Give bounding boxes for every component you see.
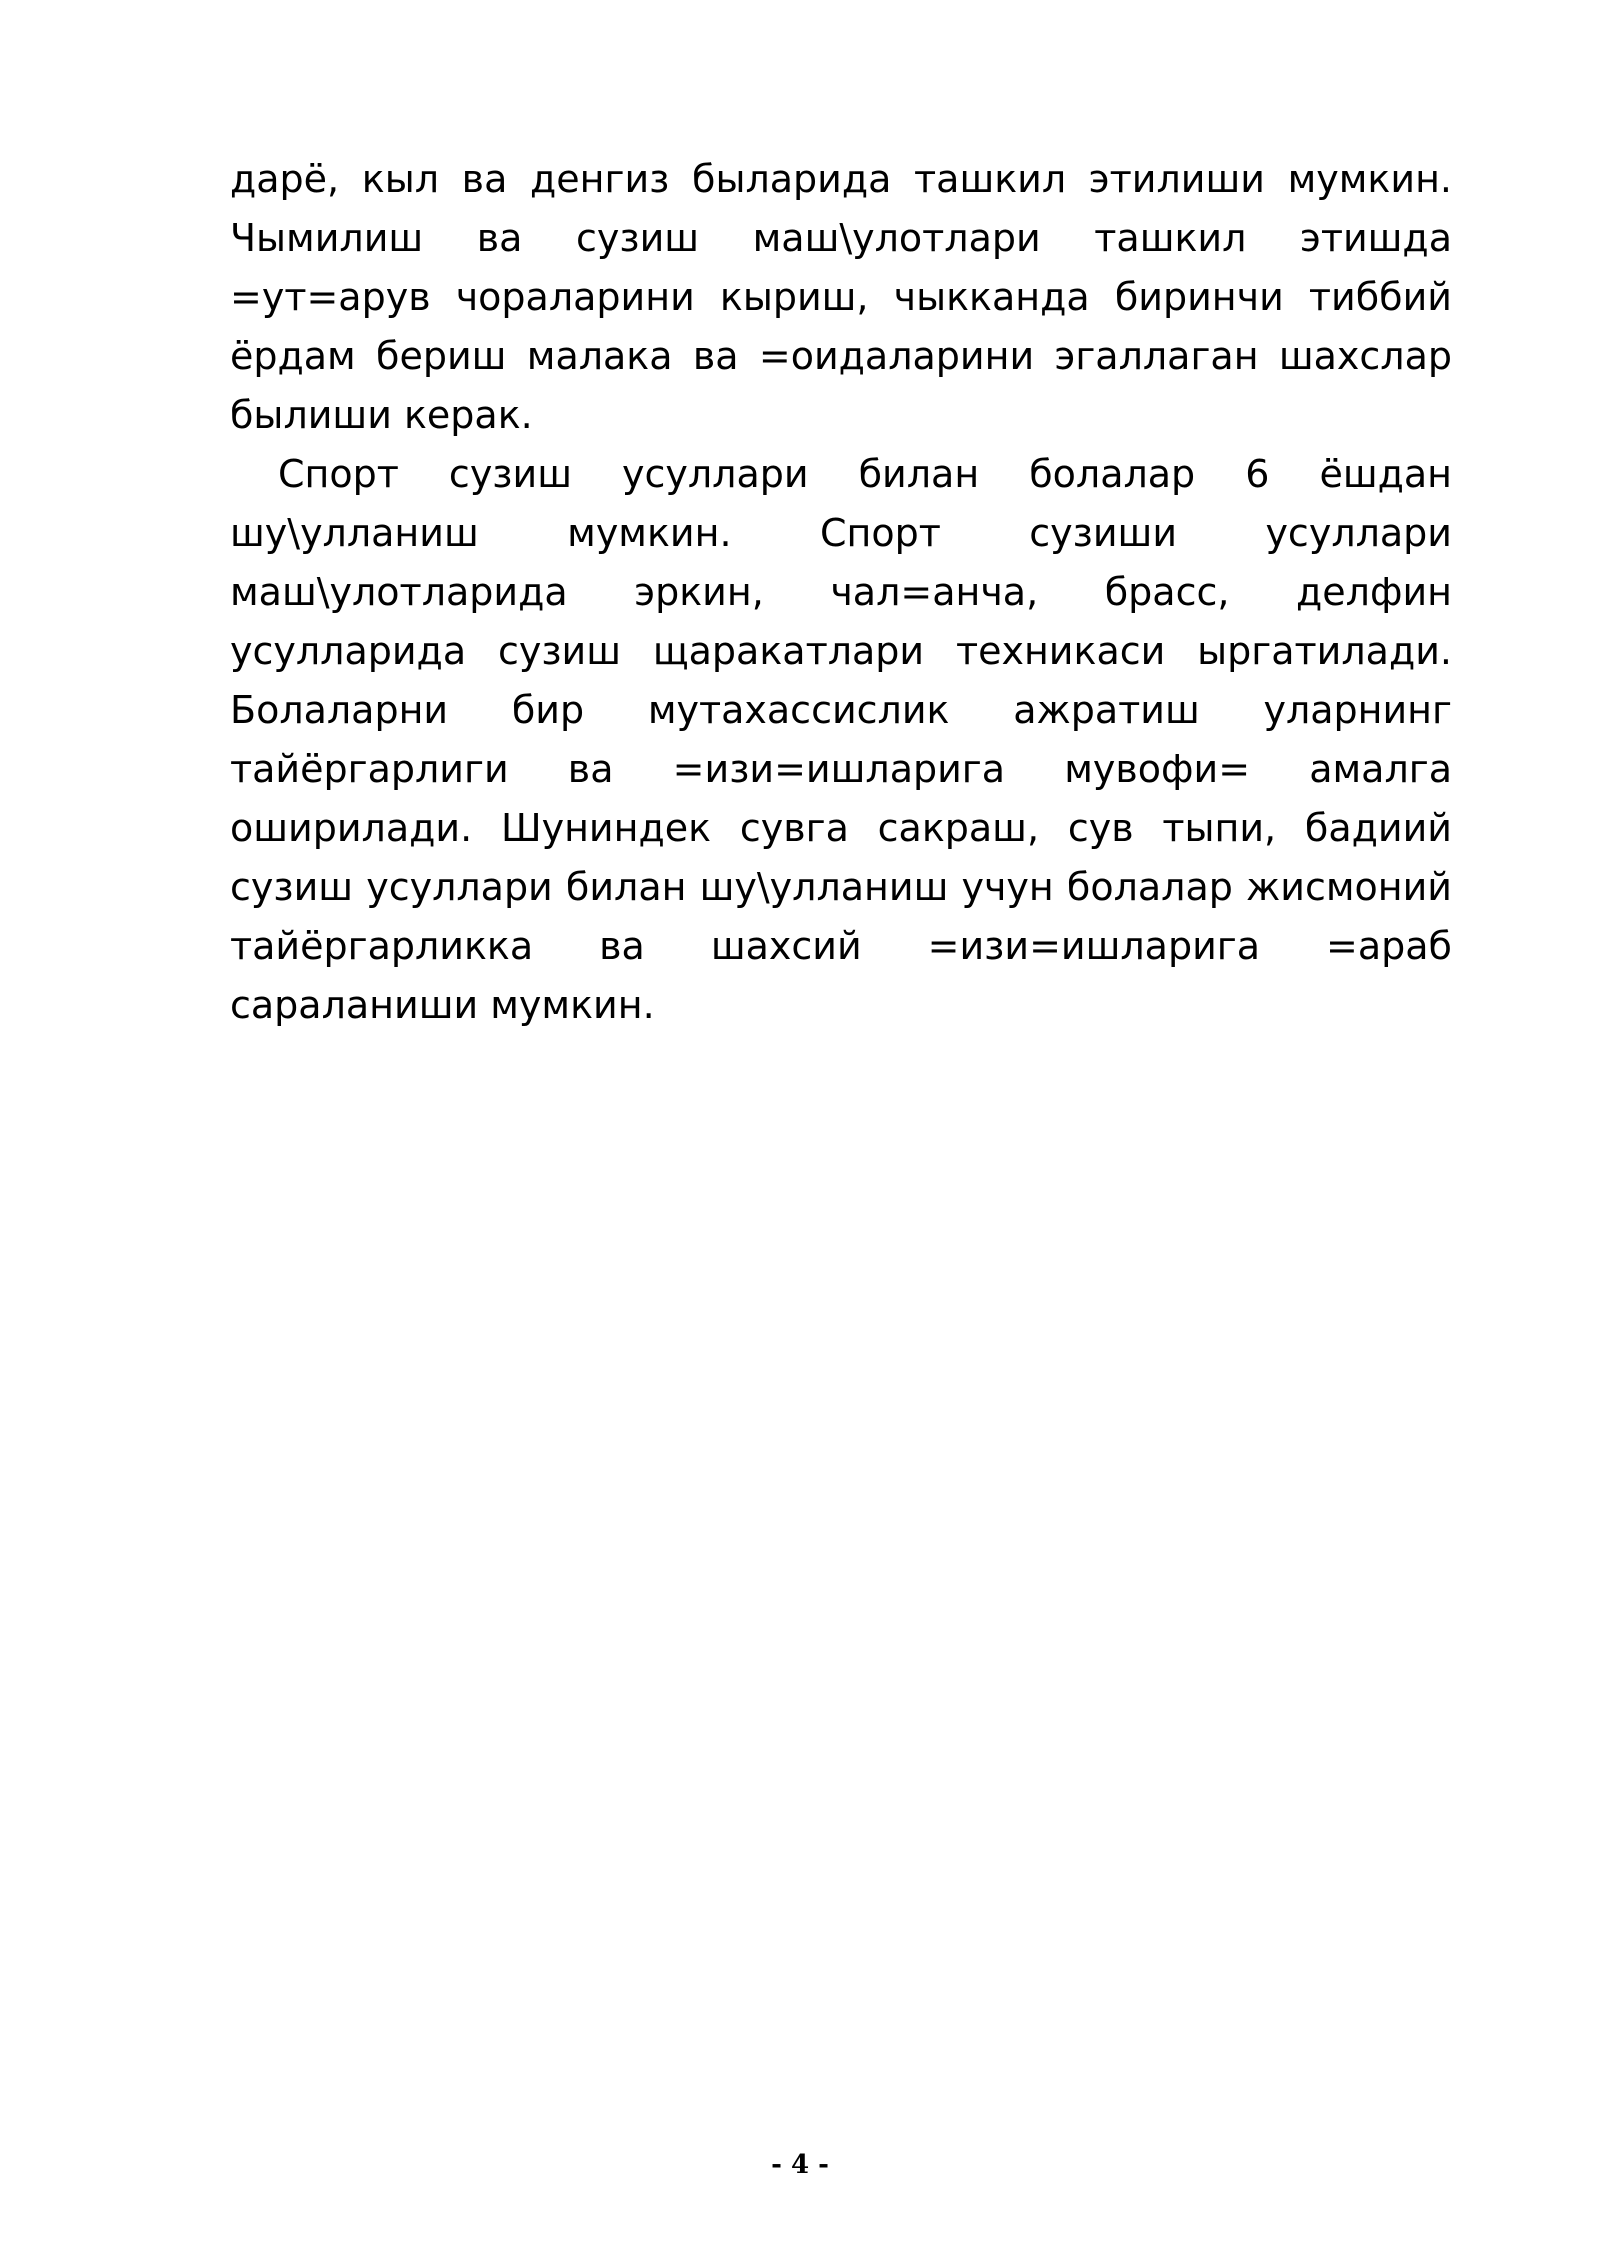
paragraph-continuation: дарё, кыл ва денгиз быларида ташкил этилиши мумкин. Чымилиш ва сузиш маш\улотлари ташкил этишда =ут=арув чораларини кыриш, чыкканда биринчи тиббий ёрдам бериш малака ва =оидаларини эгаллаган шахслар былиши керак. (230, 157, 1452, 437)
body-text (230, 150, 1452, 1035)
page-number: - 4 - (771, 2150, 829, 2180)
paragraph-sport-swimming: Спорт сузиш усуллари билан болалар 6 ёшдан шу\улланиш мумкин. Спорт сузиши усуллари маш\улотларида эркин, чал=анча, брасс, делфин усулларида сузиш щаракатлари техникаси ыргатилади. Болаларни бир мутахассислик ажратиш уларнинг тайёргарлиги ва =изи=ишларига мувофи= амалга оширилади. Шуниндек сувга сакраш, сув тыпи, бадиий сузиш усуллари билан шу\улланиш учун болалар жисмоний тайёргарликка ва шахсий =изи=ишларига =араб сараланиши мумкин. (230, 452, 1452, 1027)
